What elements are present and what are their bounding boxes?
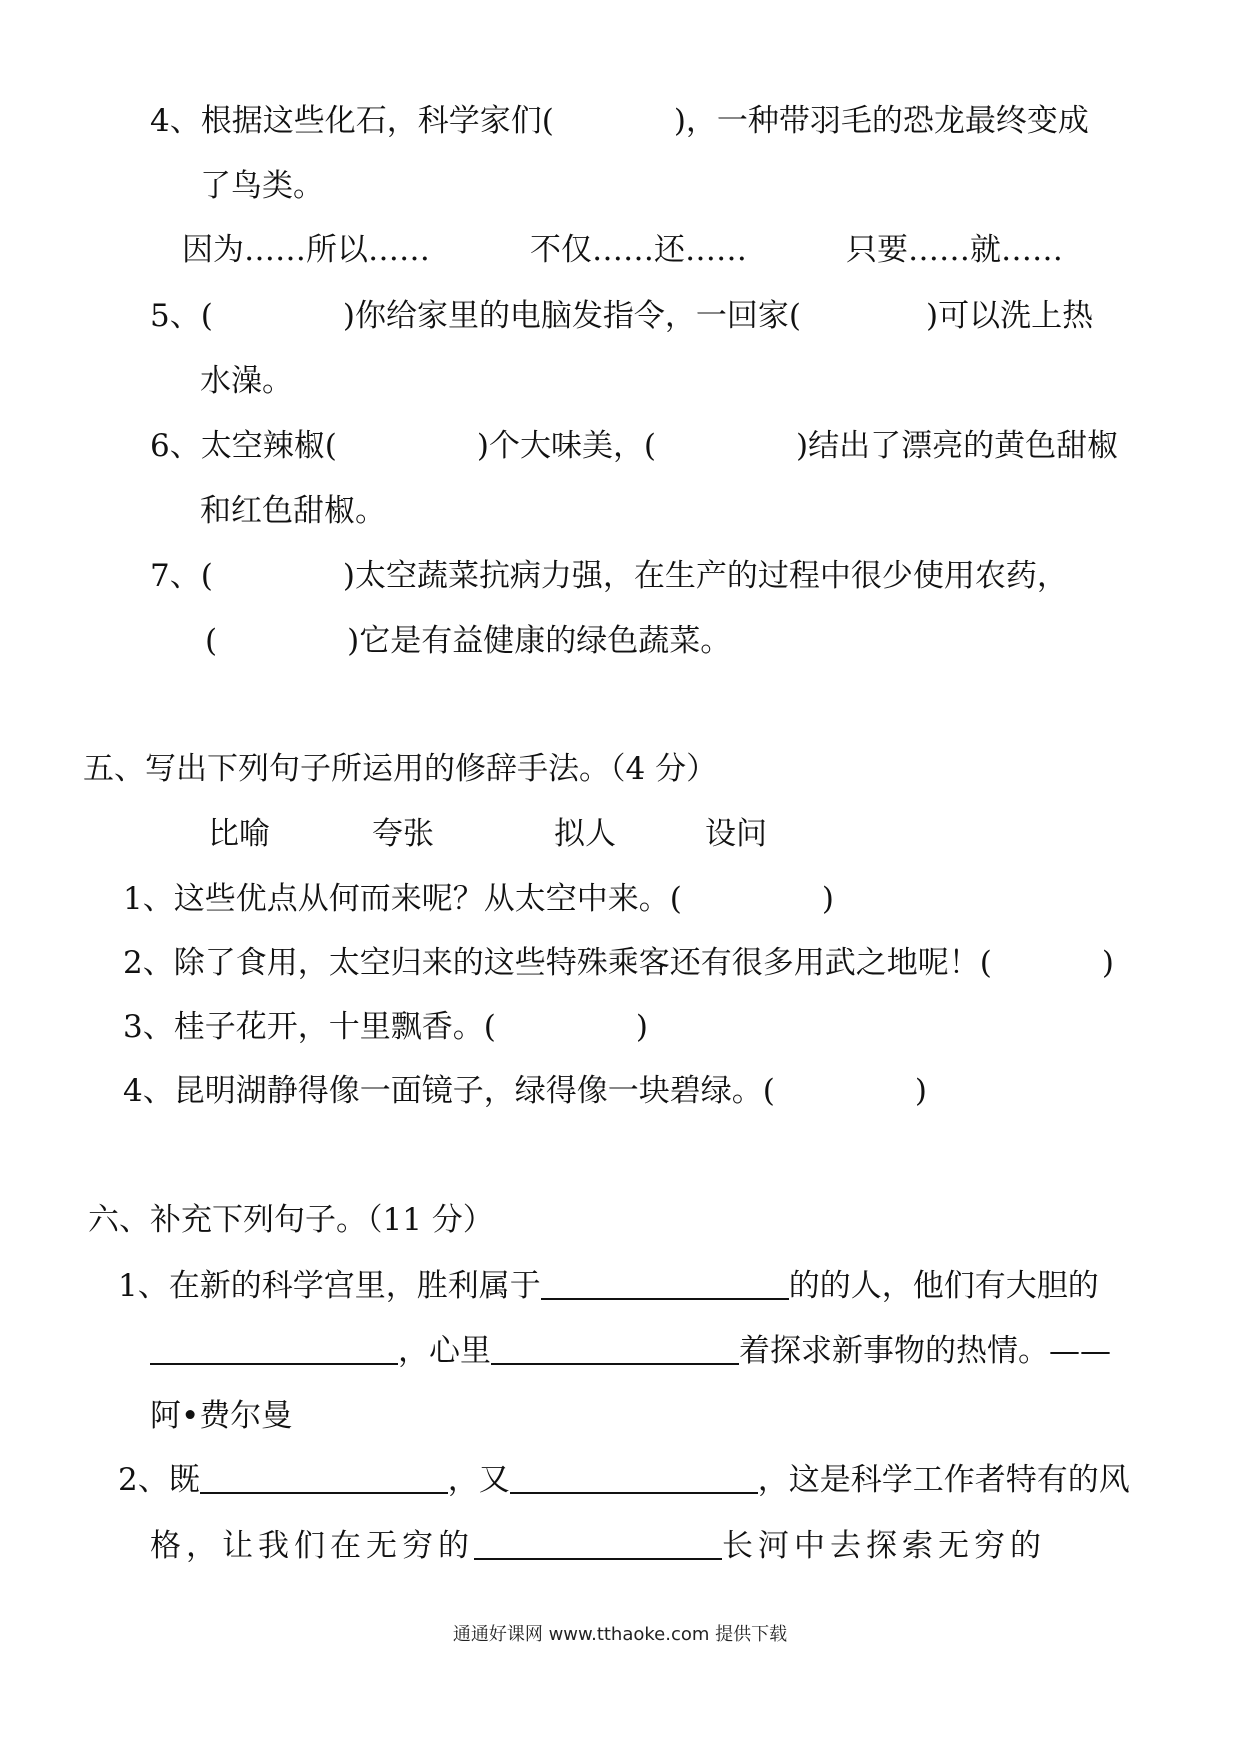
rhetoric-option-1: 比喻 [208, 816, 270, 852]
fill-blank[interactable] [200, 1462, 448, 1494]
s6-item-1-line-3: 阿•费尔曼 [150, 1398, 293, 1434]
s5-item-4: 4、昆明湖静得像一面镜子，绿得像一块碧绿。( ) [123, 1073, 927, 1109]
s6-item-1-line-1: 1、在新的科学宫里，胜利属于 的的人，他们有大胆的 [118, 1268, 1099, 1304]
conjunction-option-1: 因为……所以…… [182, 232, 430, 268]
s5-item-1: 1、这些优点从何而来呢？从太空中来。( ) [123, 881, 834, 917]
s5-item-3: 3、桂子花开，十里飘香。( ) [123, 1009, 648, 1045]
s6-item-1-line-2: ，心里 着探求新事物的热情。—— [150, 1331, 1111, 1371]
page-footer: 通通好课网 www.tthaoke.com 提供下载 [452, 1624, 788, 1645]
item-5-line-1: 5、( )你给家里的电脑发指令，一回家( )可以洗上热 [150, 298, 1094, 334]
section-6-heading: 六、补充下列句子。（11 分） [88, 1202, 494, 1238]
item-4-line-1: 4、根据这些化石，科学家们( )，一种带羽毛的恐龙最终变成 [150, 103, 1089, 139]
section-5-heading: 五、写出下列句子所运用的修辞手法。（4 分） [83, 751, 718, 787]
fill-blank[interactable] [474, 1528, 722, 1560]
rhetoric-option-3: 拟人 [554, 816, 616, 852]
conjunction-option-2: 不仅……还…… [530, 232, 747, 268]
item-7-line-1: 7、( )太空蔬菜抗病力强，在生产的过程中很少使用农药， [150, 558, 1068, 594]
s6-item-2-line-1: 2、既 ，又 ，这是科学工作者特有的风 [118, 1462, 1130, 1498]
item-7-line-2: ( )它是有益健康的绿色蔬菜。 [205, 623, 732, 659]
item-5-line-2: 水澡。 [200, 363, 293, 399]
fill-blank[interactable] [541, 1268, 789, 1300]
s6-item-2-line-2: 格，让我们在无穷的 长河中去探索无穷的 [150, 1528, 1046, 1564]
s5-item-2: 2、除了食用，太空归来的这些特殊乘客还有很多用武之地呢！( ) [123, 945, 1114, 981]
rhetoric-option-2: 夸张 [372, 816, 434, 852]
item-6-line-2: 和红色甜椒。 [200, 493, 386, 529]
fill-blank[interactable] [510, 1462, 758, 1494]
fill-blank[interactable] [491, 1333, 739, 1365]
conjunction-option-3: 只要……就…… [846, 232, 1063, 268]
item-6-line-1: 6、太空辣椒( )个大味美，( )结出了漂亮的黄色甜椒 [150, 428, 1119, 464]
rhetoric-option-4: 设问 [705, 816, 767, 852]
item-4-line-2: 了鸟类。 [200, 168, 324, 204]
fill-blank[interactable] [150, 1333, 398, 1365]
